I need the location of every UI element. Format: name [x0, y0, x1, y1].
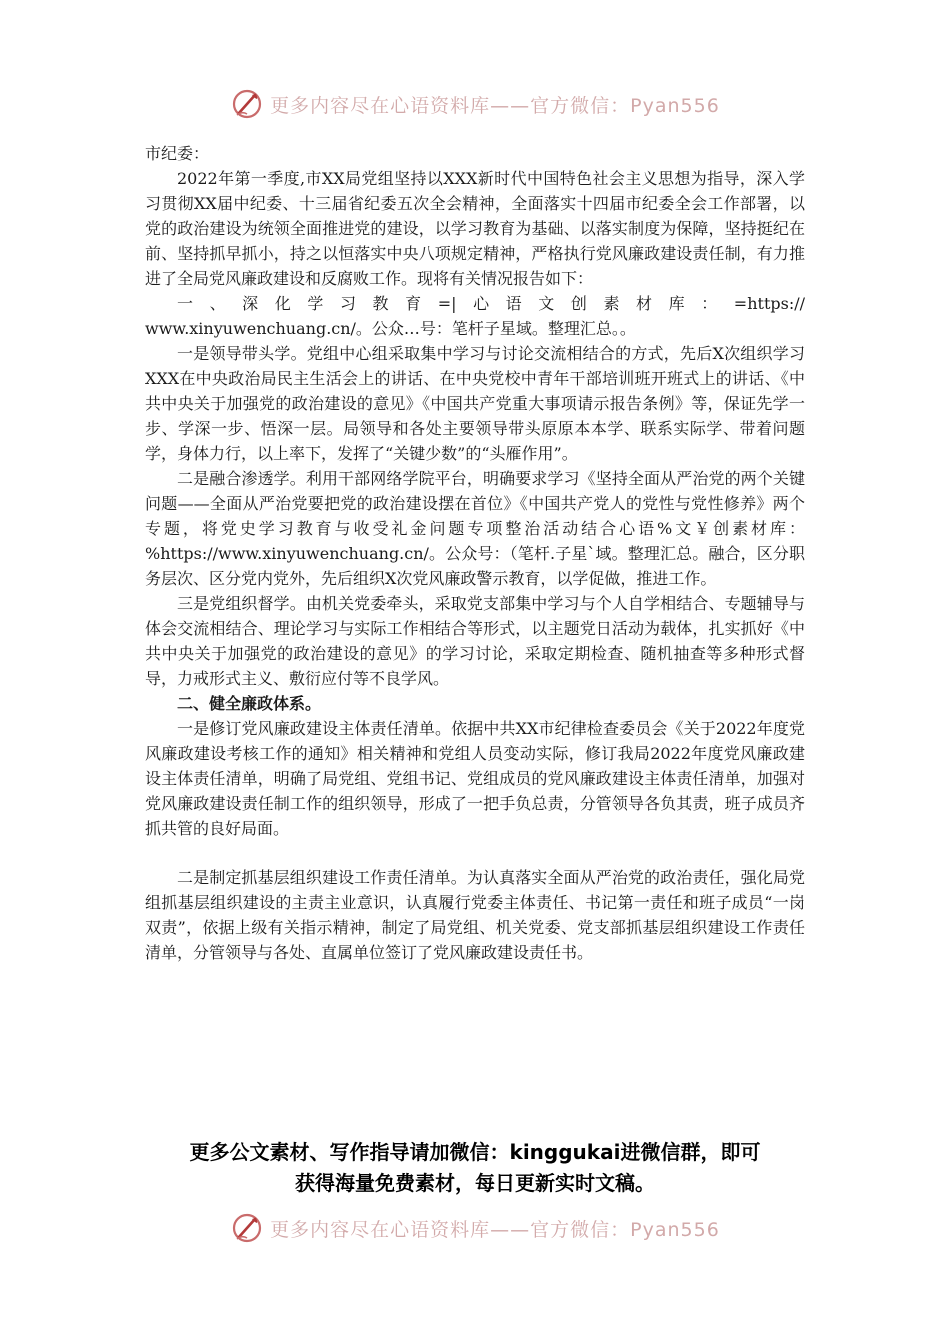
footer-watermark-banner	[0, 1208, 950, 1248]
header-watermark-banner	[0, 84, 950, 124]
paragraph: 一是修订党风廉政建设主体责任清单。依据中共XX市纪律检查委员会《关于2022年度党风廉政建设考核工作的通知》相关精神和党组人员变动实际，修订我局2022年度党风廉政建设主体责任清单，明确了局党组、党组书记、党组成员的党风廉政建设主体责任清单，加强对党风廉政建设责任制工作的组织领导，形成了一把手负总责，分管领导各负其责，班子成员齐抓共管的良好局面。	[145, 719, 805, 838]
section-heading: 二、健全廉政体系。	[177, 694, 322, 713]
paragraph: 2022年第一季度,市XX局党组坚持以XXX新时代中国特色社会主义思想为指导，深入学习贯彻XX届中纪委、十三届省纪委五次全会精神，全面落实十四届市纪委全会工作部署，以党的政治建设为统领全面推进党的建设，以学习教育为基础、以落实制度为保障，坚持挺纪在前、坚持抓早抓小，持之以恒落实中央八项规定精神，严格执行党风廉政建设责任制，有力推进了全局党风廉政建设和反腐败工作。现将有关情况报告如下：	[145, 169, 805, 288]
paragraph: 二是制定抓基层组织建设工作责任清单。为认真落实全面从严治党的政治责任，强化局党组抓基层组织建设的主责主业意识，认真履行党委主体责任、书记第一责任和班子成员“一岗双责”，依据上级有关指示精神，制定了局党组、机关党委、党支部抓基层组织建设工作责任清单，分管领导与各处、直属单位签订了党风廉政建设责任书。	[145, 868, 805, 962]
quill-pen-icon	[230, 87, 264, 121]
promo-notice	[120, 1137, 830, 1199]
header-watermark-text: 更多内容尽在心语资料库——官方微信：Pyan556	[270, 94, 720, 117]
salutation: 市纪委：	[145, 144, 210, 163]
paragraph: 一是领导带头学。党组中心组采取集中学习与讨论交流相结合的方式，先后X次组织学习XXX在中央政治局民主生活会上的讲话、在中央党校中青年干部培训班开班式上的讲话、《中共中央关于加强党的政治建设的意见》《中国共产党重大事项请示报告条例》等，保证先学一步、学深一步、悟深一层。局领导和各处主要领导带头原原本本学、联系实际学、带着问题学，身体力行，以上率下，发挥了“关键少数”的“头雁作用”。	[145, 344, 805, 463]
paragraph: 一、深化学习教育=|心语文创素材库：=https://	[177, 294, 805, 313]
paragraph: www.xinyuwenchuang.cn/。公众…号：笔杆子星域。整理汇总。。	[145, 319, 636, 338]
promo-line-2: 获得海量免费素材，每日更新实时文稿。	[295, 1171, 655, 1195]
paragraph: 二是融合渗透学。利用干部网络学院平台，明确要求学习《坚持全面从严治党的两个关键问题——全面从严治党要把党的政治建设摆在首位》《中国共产党人的党性与党性修养》两个专题，将党史学习教育与收受礼金问题专项整治活动结合心语%文￥创素材库：%https://www.xinyuwenchuang.cn/。公众号：（笔杆.子星`域。整理汇总。融合，区分职务层次、区分党内党外，先后组织X次党风廉政警示教育，以学促做，推进工作。	[145, 469, 805, 588]
document-body	[145, 141, 805, 965]
paragraph-gap	[145, 841, 805, 865]
quill-pen-icon	[230, 1211, 264, 1245]
promo-line-1: 更多公文素材、写作指导请加微信：kinggukai进微信群，即可	[189, 1140, 761, 1164]
paragraph: 三是党组织督学。由机关党委牵头，采取党支部集中学习与个人自学相结合、专题辅导与体会交流相结合、理论学习与实际工作相结合等形式，以主题党日活动为载体，扎实抓好《中共中央关于加强党的政治建设的意见》的学习讨论，采取定期检查、随机抽查等多种形式督导，力戒形式主义、敷衍应付等不良学风。	[145, 594, 805, 688]
footer-watermark-text: 更多内容尽在心语资料库——官方微信：Pyan556	[270, 1218, 720, 1241]
paragraph-list	[145, 166, 805, 965]
